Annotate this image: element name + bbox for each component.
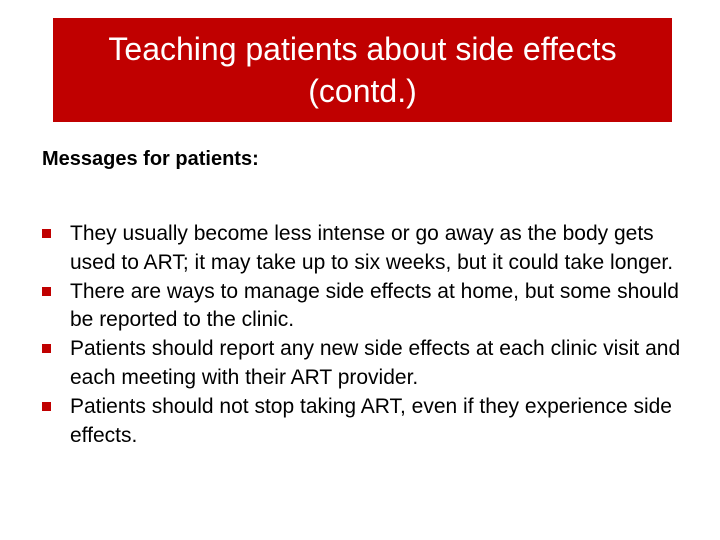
bullet-text: There are ways to manage side effects at home, but some should be reported to the clinic. <box>70 279 679 332</box>
bullet-item <box>42 278 704 336</box>
bullet-text: They usually become less intense or go away as the body gets used to ART; it may take up to six weeks, but it could take longer. <box>70 222 674 274</box>
bullet-text: Patients should report any new side effects at each clinic visit and each meeting with their ART provider. <box>70 337 681 389</box>
square-bullet-icon <box>42 229 51 238</box>
title-banner <box>53 18 672 122</box>
bullet-text: Patients should not stop taking ART, even if they experience side effects. <box>70 394 672 447</box>
bullet-item <box>42 393 704 451</box>
bullet-item <box>42 335 704 393</box>
square-bullet-icon <box>42 287 51 296</box>
slide-title: Teaching patients about side effects (contd.) <box>108 31 617 109</box>
bullet-list <box>42 220 704 450</box>
section-subheading: Messages for patients: <box>42 148 259 170</box>
square-bullet-icon <box>42 402 51 411</box>
bullet-item <box>42 220 704 278</box>
square-bullet-icon <box>42 344 51 353</box>
